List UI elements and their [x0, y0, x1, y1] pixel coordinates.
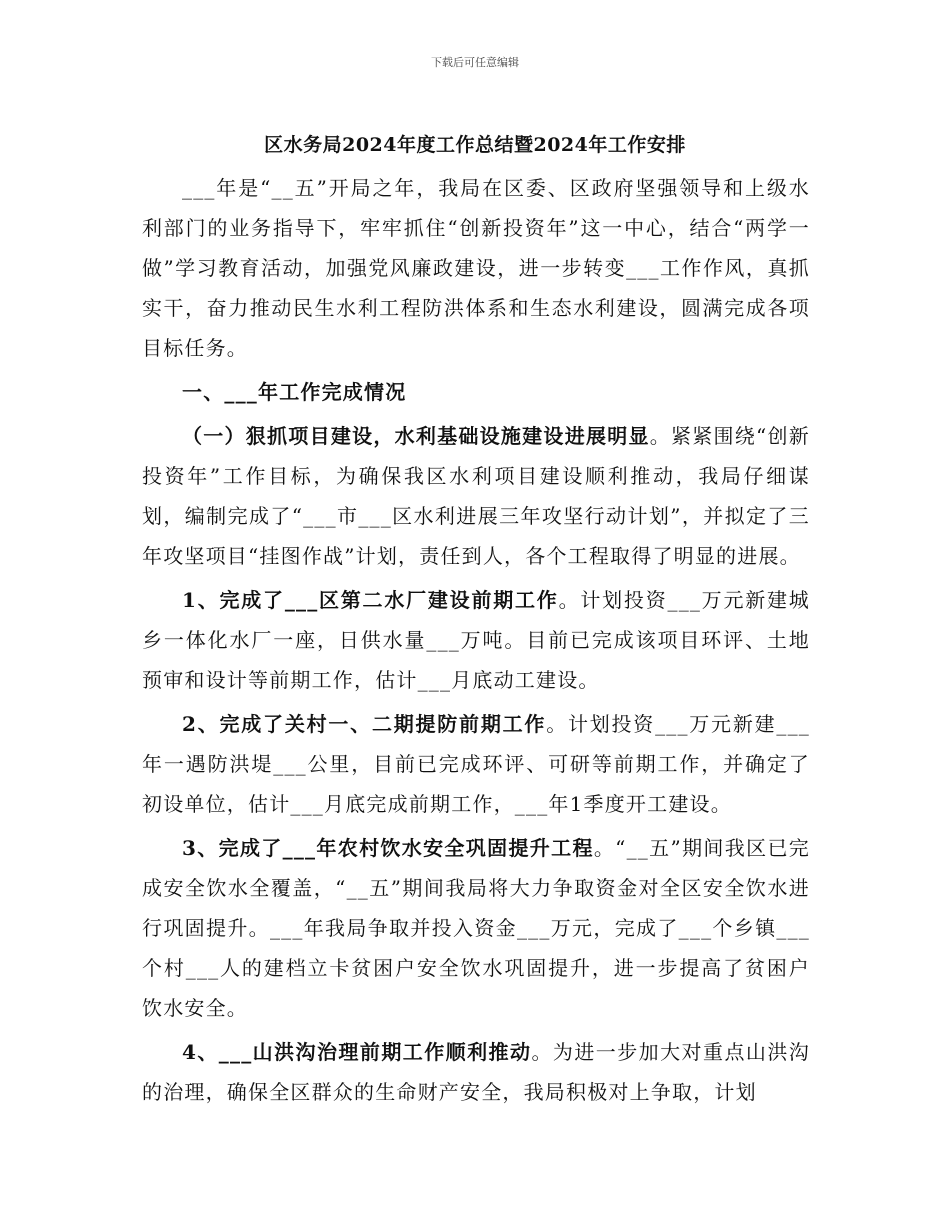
subsection-lead: （一）狠抓项目建设，水利基础设施建设进展明显: [182, 424, 650, 448]
item-text-4: 。为进一步加大对重点山洪沟的治理，确保全区群众的生命财产安全，我局积极对上争取，计划: [142, 1040, 810, 1104]
item-text-3: 。“__五”期间我区已完成安全饮水全覆盖，“__五”期间我局将大力争取资金对全区安全饮水进行巩固提升。___年我局争取并投入资金___万元，完成了___个乡镇___个村___人的建档立卡贫困户安全饮水巩固提升，进一步提高了贫困户饮水安全。: [142, 836, 810, 1020]
item-lead-3: 3、完成了___年农村饮水安全巩固提升工程: [182, 836, 594, 860]
document-title: 区水务局2024年度工作总结暨2024年工作安排: [264, 134, 686, 156]
item-paragraph-1: [142, 580, 810, 700]
item-text-1: 。计划投资___万元新建城乡一体化水厂一座，日供水量___万吨。目前已完成该项目环评、土地预审和设计等前期工作，估计___月底动工建设。: [142, 588, 810, 692]
header-note: 下载后可任意编辑: [431, 56, 519, 69]
section-heading: 一、___年工作完成情况: [182, 380, 407, 404]
item-paragraph-2: [142, 704, 810, 824]
item-lead-1: 1、完成了___区第二水厂建设前期工作: [182, 588, 559, 612]
document-body: [142, 168, 810, 1116]
subsection-text: 。紧紧围绕“创新投资年”工作目标，为确保我区水利项目建设顺利推动，我局仔细谋划，编制完成了“___市___区水利进展三年攻坚行动计划”，并拟定了三年攻坚项目“挂图作战”计划，责任到人，各个工程取得了明显的进展。: [142, 424, 811, 568]
intro-paragraph: ___年是“__五”开局之年，我局在区委、区政府坚强领导和上级水利部门的业务指导下，牢牢抓住“创新投资年”这一中心，结合“两学一做”学习教育活动，加强党风廉政建设，进一步转变___工作作风，真抓实干，奋力推动民生水利工程防洪体系和生态水利建设，圆满完成各项目标任务。: [142, 176, 810, 360]
item-lead-2: 2、完成了关村一、二期提防前期工作: [182, 712, 547, 736]
item-text-2: 。计划投资___万元新建___年一遇防洪堤___公里，目前已完成环评、可研等前期工作，并确定了初设单位，估计___月底完成前期工作，___年1季度开工建设。: [142, 712, 810, 816]
item-lead-4: 4、___山洪沟治理前期工作顺利推动: [182, 1040, 532, 1064]
item-paragraph-3: [142, 828, 810, 1028]
item-paragraph-4: [142, 1032, 810, 1112]
subsection-paragraph: [142, 416, 810, 576]
